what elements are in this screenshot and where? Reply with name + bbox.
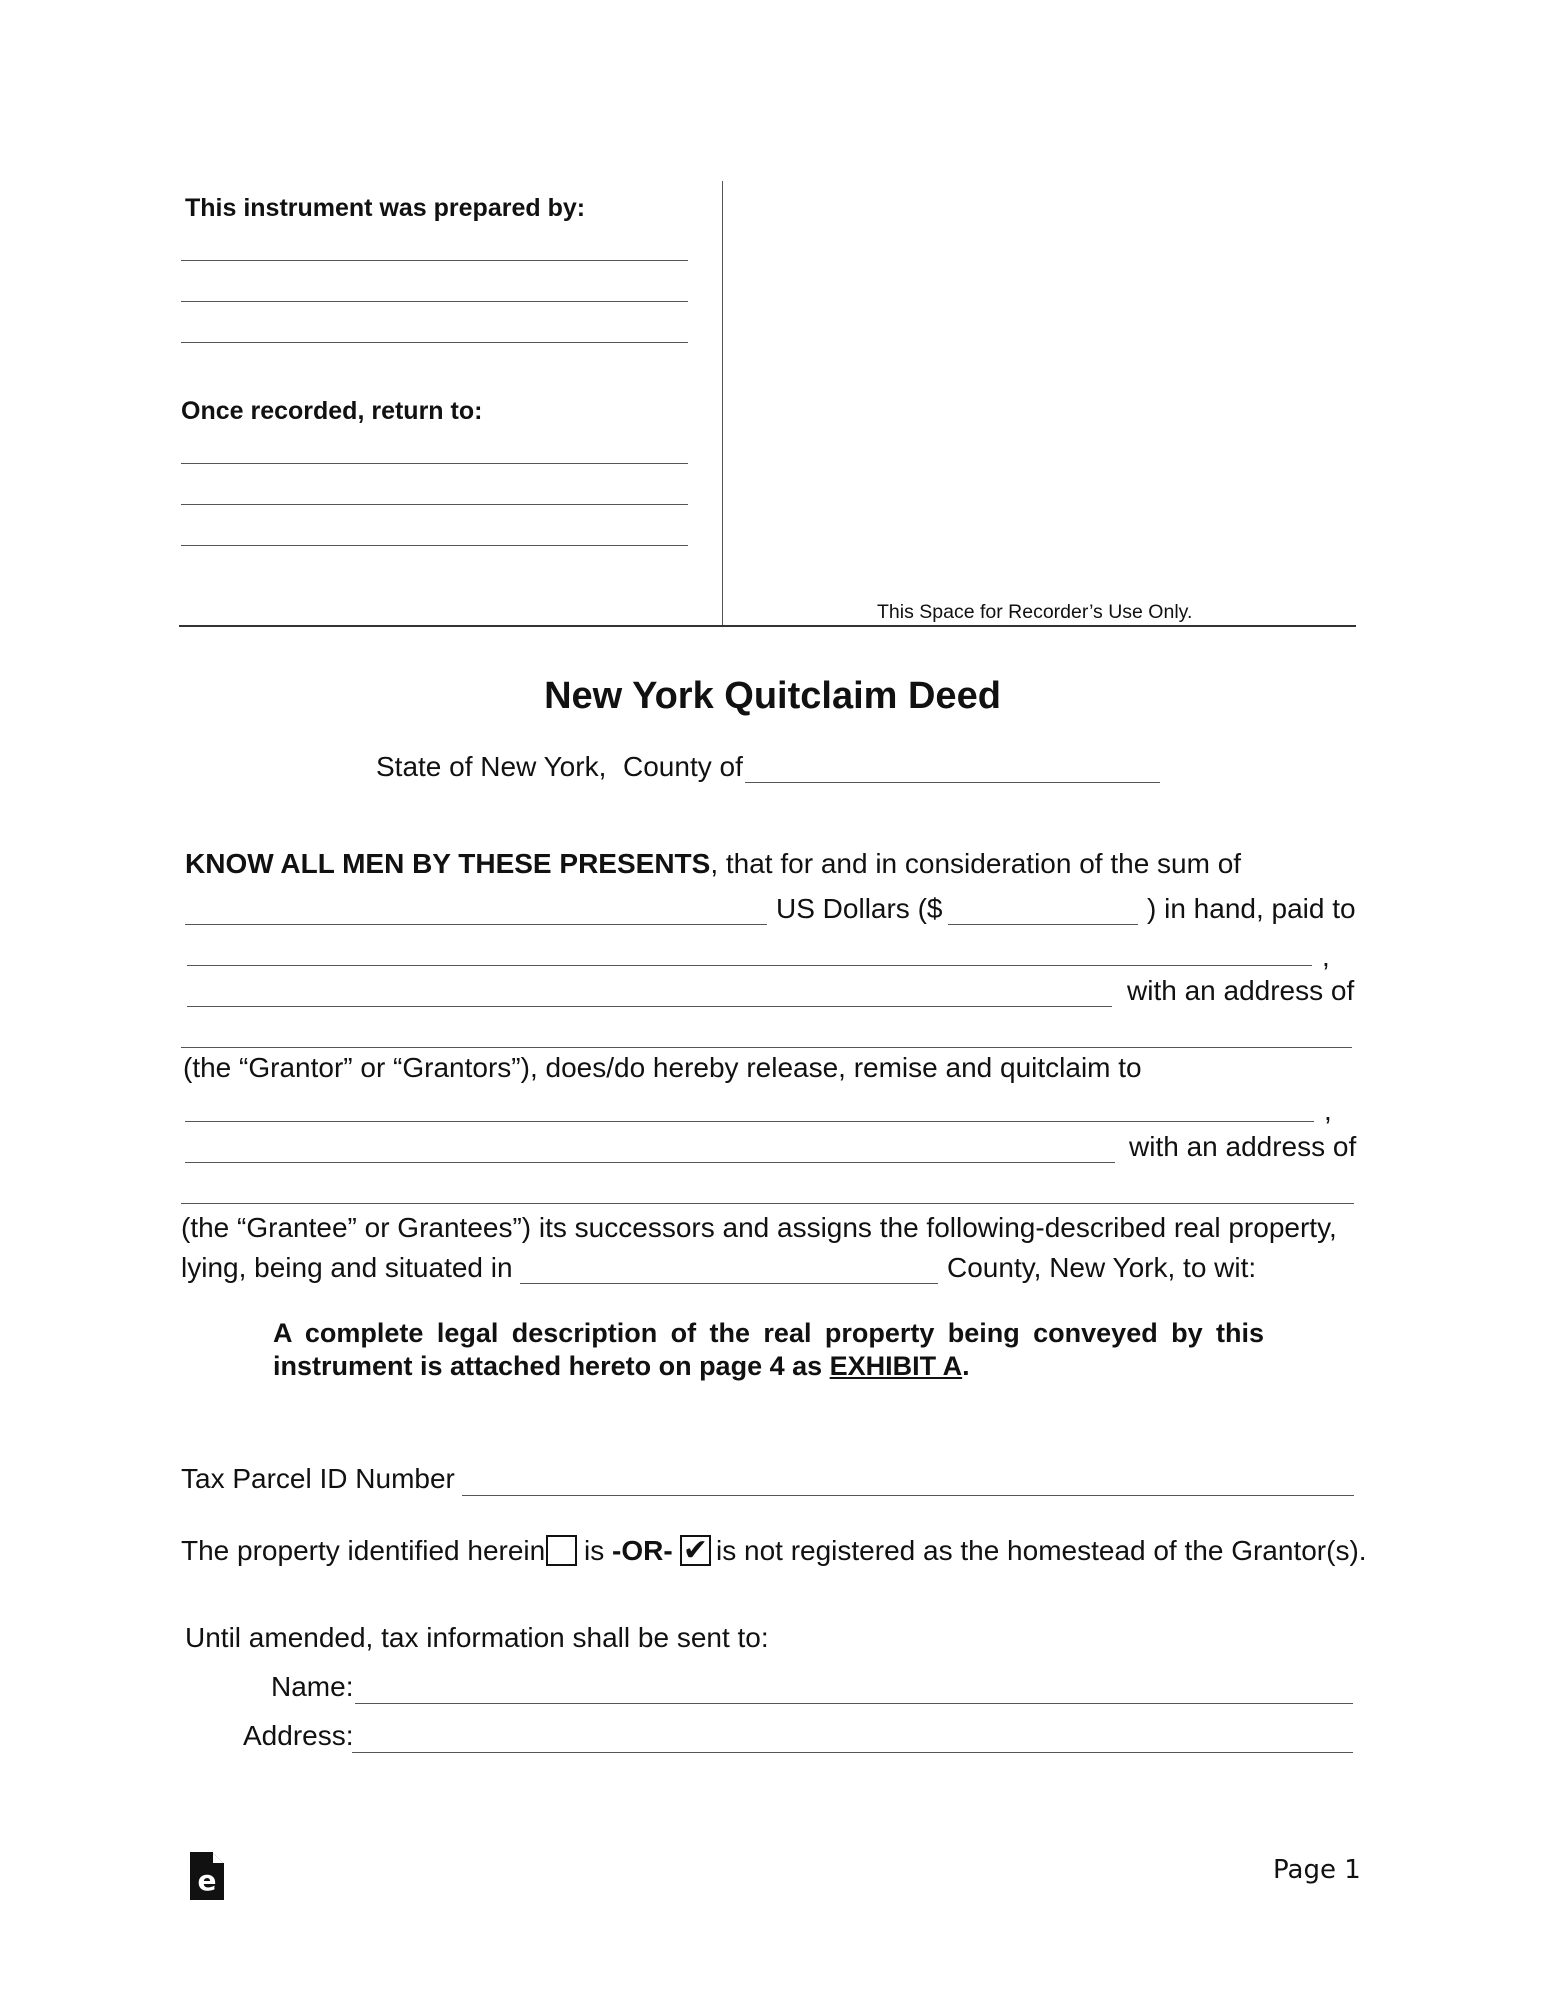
homestead-suffix: is not registered as the homestead of the Grantor(s).: [716, 1535, 1367, 1566]
grantor-clause: (the “Grantor” or “Grantors”), does/do hereby release, remise and quitclaim to: [183, 1052, 1142, 1083]
state-label: State of New York,: [376, 751, 607, 782]
homestead-prefix: The property identified herein: [181, 1535, 546, 1566]
homestead-is-label: is: [584, 1535, 605, 1566]
prepared-by-line-1[interactable]: [181, 260, 688, 261]
recorder-note: This Space for Recorder’s Use Only.: [877, 601, 1193, 623]
legal-description: [273, 1317, 1264, 1383]
county-label: County of: [623, 751, 743, 782]
comma-2: ,: [1324, 1095, 1332, 1126]
grantee-address-field-1[interactable]: [185, 1162, 1115, 1163]
return-to-line-2[interactable]: [181, 504, 688, 505]
with-address-label-2: with an address of: [1129, 1131, 1357, 1162]
logo-letter: e: [197, 1864, 217, 1897]
grantor-name-field[interactable]: [187, 965, 1312, 966]
sum-words-field[interactable]: [185, 924, 767, 925]
grantor-address-field-1[interactable]: [187, 1006, 1112, 1007]
lying-prefix: lying, being and situated in: [181, 1252, 513, 1283]
know-all-men-bold: KNOW ALL MEN BY THESE PRESENTS: [185, 848, 711, 879]
exhibit-a-link: EXHIBIT A: [829, 1351, 963, 1381]
grantee-name-field[interactable]: [185, 1121, 1314, 1122]
with-address-label-1: with an address of: [1127, 975, 1355, 1006]
return-to-line-1[interactable]: [181, 463, 688, 464]
header-bottom-rule: [179, 625, 1356, 627]
prepared-by-label: This instrument was prepared by:: [185, 194, 586, 222]
tax-name-field[interactable]: [355, 1703, 1353, 1704]
name-label: Name:: [271, 1671, 354, 1702]
county-field[interactable]: [745, 782, 1160, 783]
consideration-text: , that for and in consideration of the sum of: [710, 848, 1242, 879]
page-number: Page 1: [1273, 1855, 1361, 1885]
return-to-line-3[interactable]: [181, 545, 688, 546]
homestead-is-not-checkbox[interactable]: [680, 1535, 711, 1566]
sum-amount-field[interactable]: [948, 924, 1138, 925]
us-dollars-label: US Dollars ($: [776, 893, 943, 924]
comma-1: ,: [1322, 941, 1330, 972]
tax-parcel-field[interactable]: [462, 1495, 1354, 1496]
header-divider: [722, 181, 723, 625]
grantee-clause: (the “Grantee” or Grantees”) its successors and assigns the following-described real property,: [181, 1212, 1337, 1243]
lying-suffix: County, New York, to wit:: [947, 1252, 1257, 1283]
homestead-is-checkbox[interactable]: [546, 1535, 577, 1566]
return-to-label: Once recorded, return to:: [181, 397, 483, 425]
logo-icon: [190, 1852, 224, 1900]
in-hand-label: ) in hand, paid to: [1147, 893, 1356, 924]
legal-description-text: A complete legal description of the real property being conveyed by this instrument is attached hereto on page 4 as: [273, 1318, 1264, 1381]
page-title: New York Quitclaim Deed: [544, 675, 1001, 717]
prepared-by-line-2[interactable]: [181, 301, 688, 302]
address-label: Address:: [243, 1720, 354, 1751]
prepared-by-line-3[interactable]: [181, 342, 688, 343]
homestead-or-label: -OR-: [612, 1535, 673, 1566]
consideration-line: [185, 847, 1241, 881]
grantor-address-field-2[interactable]: [181, 1047, 1352, 1048]
tax-address-field[interactable]: [352, 1752, 1353, 1753]
property-county-field[interactable]: [520, 1283, 938, 1284]
tax-info-heading: Until amended, tax information shall be sent to:: [185, 1622, 769, 1653]
tax-parcel-label: Tax Parcel ID Number: [181, 1463, 455, 1494]
checkmark-icon: ✔: [682, 1534, 709, 1567]
legal-description-end: .: [962, 1351, 970, 1381]
grantee-address-field-2[interactable]: [181, 1203, 1354, 1204]
